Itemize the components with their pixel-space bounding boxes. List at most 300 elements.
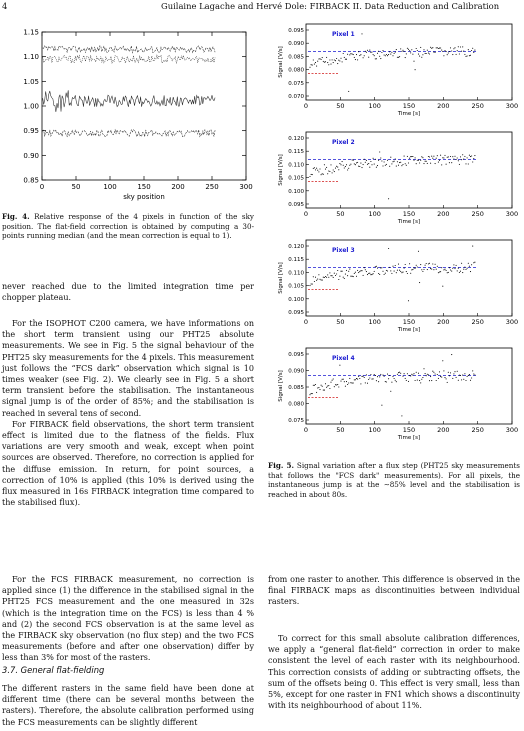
data-point <box>453 373 454 374</box>
data-point <box>377 268 378 269</box>
data-point <box>374 374 375 375</box>
data-point <box>444 269 445 270</box>
data-point <box>391 273 392 274</box>
data-point <box>406 380 407 381</box>
data-point <box>313 276 314 277</box>
data-point <box>381 267 382 268</box>
data-point <box>415 380 416 381</box>
y-tick-label: 0.090 <box>288 41 304 48</box>
data-point <box>359 55 360 56</box>
data-point <box>368 57 369 58</box>
y-tick-label: 0.110 <box>288 162 304 169</box>
plot-frame <box>42 32 246 180</box>
left-paragraph-2: For the ISOPHOT C200 camera, we have informations on the short term transient using our PHT25 absolute measurements. We see in Fig. 5 the signal behaviour of the PHT25 sky measurements for the 4 pixels. This measurement just follows the “FCS dark” observation which signal is 10 times weaker (see Fig. 2). We clearly see in Fig. 5 a short term transient before the stabilisation. The instantaneous signal jump is of the order of 85%; and the stabilisation is reached in several tens of second. <box>2 319 254 418</box>
data-point <box>420 160 421 161</box>
left-paragraph-1: never reached due to the limited integration time per chopper plateau. <box>2 282 254 303</box>
data-point <box>387 160 388 161</box>
y-tick-label: 0.095 <box>288 202 304 208</box>
data-point <box>463 159 464 160</box>
data-point <box>459 164 460 165</box>
data-point <box>330 382 331 383</box>
data-point <box>348 382 349 383</box>
figure-4-caption <box>2 212 254 241</box>
data-point <box>358 51 359 52</box>
data-point <box>423 49 424 50</box>
y-tick-label: 0.90 <box>23 151 39 160</box>
data-point <box>373 273 374 274</box>
x-tick-label: 50 <box>336 102 345 110</box>
data-point <box>436 158 437 159</box>
data-point <box>397 57 398 58</box>
data-point <box>431 380 432 381</box>
data-point <box>328 385 329 386</box>
data-point <box>367 50 368 51</box>
data-point <box>405 264 406 265</box>
data-point <box>324 390 325 391</box>
data-point <box>327 274 328 275</box>
data-point <box>368 379 369 380</box>
data-point <box>451 271 452 272</box>
data-point <box>334 386 335 387</box>
data-point <box>352 383 353 384</box>
data-point <box>338 386 339 387</box>
data-point <box>416 372 417 373</box>
data-point <box>396 166 397 167</box>
data-point <box>473 158 474 159</box>
data-point <box>412 375 413 376</box>
data-point <box>442 157 443 158</box>
data-point <box>470 380 471 381</box>
panel-label: Pixel 1 <box>332 31 355 38</box>
x-tick-label: 150 <box>402 318 416 326</box>
data-point <box>411 269 412 270</box>
data-point <box>345 386 346 387</box>
data-point <box>379 56 380 57</box>
data-point <box>350 276 351 277</box>
data-point <box>380 157 381 158</box>
data-point <box>371 164 372 165</box>
data-point <box>324 164 325 165</box>
data-point <box>408 49 409 50</box>
data-point <box>366 160 367 161</box>
data-point <box>426 263 427 264</box>
y-tick-label: 1.05 <box>23 77 39 86</box>
left-column-top <box>2 281 254 303</box>
data-point <box>389 267 390 268</box>
data-point <box>418 54 419 55</box>
data-point <box>428 263 429 264</box>
data-point <box>404 268 405 269</box>
data-point <box>422 157 423 158</box>
data-point <box>427 50 428 51</box>
data-point <box>309 394 310 395</box>
data-point <box>325 276 326 277</box>
right-column-bottom <box>268 633 520 711</box>
y-tick-label: 0.120 <box>288 244 304 250</box>
data-point <box>408 300 409 301</box>
data-point <box>316 392 317 393</box>
panel-label: Pixel 3 <box>332 247 355 254</box>
data-point <box>375 375 376 376</box>
x-tick-label: 0 <box>303 426 309 434</box>
data-point <box>375 159 376 160</box>
data-point <box>369 167 370 168</box>
data-point <box>316 280 317 281</box>
data-point <box>430 163 431 164</box>
data-point <box>451 354 452 355</box>
data-point <box>467 157 468 158</box>
data-point <box>384 161 385 162</box>
data-point <box>346 164 347 165</box>
data-point <box>402 272 403 273</box>
data-point <box>311 283 312 284</box>
data-point <box>395 52 396 53</box>
data-point <box>440 47 441 48</box>
data-point <box>357 379 358 380</box>
data-point <box>429 263 430 264</box>
x-tick-label: 300 <box>505 210 519 218</box>
data-point <box>349 165 350 166</box>
data-point <box>468 49 469 50</box>
data-point <box>348 91 349 92</box>
data-point <box>467 55 468 56</box>
data-point <box>384 274 385 275</box>
data-point <box>325 383 326 384</box>
data-point <box>469 266 470 267</box>
data-point <box>463 269 464 270</box>
figure-5-caption <box>268 461 520 499</box>
data-point <box>438 272 439 273</box>
data-point <box>391 52 392 53</box>
data-point <box>453 264 454 265</box>
data-point <box>413 373 414 374</box>
data-point <box>392 161 393 162</box>
data-point <box>473 373 474 374</box>
data-point <box>325 61 326 62</box>
data-point <box>417 160 418 161</box>
data-point <box>359 166 360 167</box>
y-tick-label: 0.95 <box>23 127 39 136</box>
data-point <box>394 161 395 162</box>
data-point <box>453 158 454 159</box>
data-point <box>430 47 431 48</box>
data-point <box>335 168 336 169</box>
data-point <box>333 169 334 170</box>
x-tick-label: 0 <box>303 318 309 326</box>
data-point <box>381 52 382 53</box>
data-point <box>354 273 355 274</box>
data-point <box>409 50 410 51</box>
data-point <box>397 270 398 271</box>
data-point <box>432 263 433 264</box>
data-point <box>462 272 463 273</box>
data-point <box>327 173 328 174</box>
data-point <box>400 48 401 49</box>
data-point <box>340 381 341 382</box>
data-point <box>354 379 355 380</box>
data-point <box>389 375 390 376</box>
y-tick-label: 0.075 <box>288 418 304 424</box>
x-tick-label: 0 <box>39 183 45 191</box>
data-point <box>330 275 331 276</box>
data-point <box>427 374 428 375</box>
data-point <box>465 163 466 164</box>
data-point <box>317 279 318 280</box>
section-title: 3.7. General flat-fielding <box>2 665 105 675</box>
data-point <box>469 374 470 375</box>
data-point <box>446 378 447 379</box>
data-point <box>446 51 447 52</box>
data-point <box>358 166 359 167</box>
data-point <box>353 54 354 55</box>
x-tick-label: 200 <box>437 318 450 326</box>
data-point <box>452 156 453 157</box>
data-point <box>439 271 440 272</box>
data-point <box>382 271 383 272</box>
data-point <box>421 156 422 157</box>
pixel-series-2 <box>43 55 215 63</box>
data-point <box>474 155 475 156</box>
data-point <box>441 50 442 51</box>
data-point <box>449 267 450 268</box>
data-point <box>312 174 313 175</box>
data-point <box>444 50 445 51</box>
data-point <box>363 164 364 165</box>
data-point <box>404 156 405 157</box>
data-point <box>437 374 438 375</box>
data-point <box>385 165 386 166</box>
data-point <box>332 380 333 381</box>
x-tick-label: 100 <box>368 210 381 218</box>
data-point <box>336 273 337 274</box>
data-point <box>421 269 422 270</box>
data-point <box>325 169 326 170</box>
data-point <box>450 156 451 157</box>
figure-4-caption-text: Relative response of the 4 pixels in function of the sky position. The flat-field correction is obtained by computing a 30-points running median (and the mean correction is equal to 1). <box>2 212 254 241</box>
data-point <box>377 376 378 377</box>
data-point <box>309 67 310 68</box>
data-point <box>354 163 355 164</box>
x-tick-label: 200 <box>437 102 450 110</box>
data-point <box>451 50 452 51</box>
data-point <box>379 274 380 275</box>
data-point <box>382 375 383 376</box>
data-point <box>338 60 339 61</box>
data-point <box>352 53 353 54</box>
data-point <box>363 57 364 58</box>
data-point <box>447 382 448 383</box>
y-tick-label: 0.85 <box>23 176 39 185</box>
data-point <box>438 48 439 49</box>
data-point <box>422 54 423 55</box>
y-tick-label: 0.090 <box>288 368 304 375</box>
data-point <box>346 59 347 60</box>
y-tick-label: 1.15 <box>23 28 39 37</box>
data-point <box>452 268 453 269</box>
data-point <box>379 151 380 152</box>
data-point <box>337 63 338 64</box>
data-point <box>343 165 344 166</box>
data-point <box>364 377 365 378</box>
data-point <box>357 162 358 163</box>
data-point <box>421 379 422 380</box>
data-point <box>407 373 408 374</box>
data-point <box>405 378 406 379</box>
data-point <box>468 263 469 264</box>
data-point <box>399 270 400 271</box>
data-point <box>334 273 335 274</box>
y-axis-label: Signal [V/s] <box>278 370 284 402</box>
data-point <box>370 274 371 275</box>
data-point <box>321 174 322 175</box>
data-point <box>319 279 320 280</box>
data-point <box>391 382 392 383</box>
data-point <box>422 377 423 378</box>
right-paragraph-1: from one raster to another. This difference is observed in the final FIRBACK maps as discontinuities between individual rasters. <box>268 575 520 607</box>
x-tick-label: 100 <box>103 183 117 191</box>
data-point <box>439 371 440 372</box>
data-point <box>457 371 458 372</box>
data-point <box>450 269 451 270</box>
data-point <box>366 374 367 375</box>
data-point <box>428 156 429 157</box>
data-point <box>457 157 458 158</box>
pixel-panel-4 <box>278 348 518 441</box>
data-point <box>349 269 350 270</box>
data-point <box>450 372 451 373</box>
data-point <box>382 50 383 51</box>
data-point <box>312 393 313 394</box>
data-point <box>412 54 413 55</box>
data-point <box>436 269 437 270</box>
data-point <box>409 158 410 159</box>
data-point <box>417 266 418 267</box>
figure-4-chart <box>0 28 262 206</box>
data-point <box>371 379 372 380</box>
data-point <box>376 380 377 381</box>
data-point <box>443 157 444 158</box>
data-point <box>314 281 315 282</box>
data-point <box>392 55 393 56</box>
data-point <box>355 59 356 60</box>
data-point <box>467 268 468 269</box>
left-paragraph-3: For FIRBACK field observations, the short term transient effect is limited due to the flatness of the fields. Flux variations are very smooth and weak, except when point sources are observed. Therefore, no correction is applied for the diffuse emission. In return, for point sources, a correction of 10% is applied (this 10% is derived using the flux measured in 16s FIRBACK integration time compared to the stabilised flux). <box>2 419 254 508</box>
data-point <box>317 170 318 171</box>
data-point <box>376 58 377 59</box>
data-point <box>345 166 346 167</box>
data-point <box>461 263 462 264</box>
x-tick-label: 0 <box>303 102 309 110</box>
data-point <box>402 164 403 165</box>
data-point <box>418 373 419 374</box>
data-point <box>417 380 418 381</box>
data-point <box>461 379 462 380</box>
data-point <box>456 265 457 266</box>
data-point <box>442 286 443 287</box>
data-point <box>405 163 406 164</box>
data-point <box>425 53 426 54</box>
data-point <box>392 266 393 267</box>
data-point <box>435 264 436 265</box>
data-point <box>343 277 344 278</box>
x-tick-label: 300 <box>239 183 253 191</box>
data-point <box>327 62 328 63</box>
data-point <box>378 381 379 382</box>
data-point <box>315 169 316 170</box>
data-point <box>380 58 381 59</box>
y-tick-label: 0.105 <box>288 283 304 290</box>
data-point <box>452 378 453 379</box>
data-point <box>361 167 362 168</box>
data-point <box>354 57 355 58</box>
figure-5-caption-text: Signal variation after a flux step (PHT25 sky measurements that follows the "FCS dark" measurements). For all pixels, the instantaneous jump is at the ∼85% level and the stabilisation is reached in about 80s. <box>268 461 520 499</box>
data-point <box>460 46 461 47</box>
data-point <box>379 376 380 377</box>
data-point <box>442 51 443 52</box>
x-axis-label: Time [s] <box>397 111 421 117</box>
data-point <box>398 372 399 373</box>
y-tick-label: 1.10 <box>23 53 39 62</box>
x-tick-label: 200 <box>171 183 185 191</box>
data-point <box>339 365 340 366</box>
data-point <box>443 269 444 270</box>
data-point <box>407 48 408 49</box>
data-point <box>451 162 452 163</box>
x-axis-label: Time [s] <box>397 219 421 225</box>
data-point <box>312 284 313 285</box>
data-point <box>404 373 405 374</box>
page-number: 4 <box>2 1 8 11</box>
data-point <box>443 55 444 56</box>
y-tick-label: 0.095 <box>288 28 304 34</box>
data-point <box>360 163 361 164</box>
data-point <box>353 160 354 161</box>
data-point <box>408 381 409 382</box>
data-point <box>378 160 379 161</box>
data-point <box>409 263 410 264</box>
data-point <box>386 270 387 271</box>
data-point <box>463 50 464 51</box>
data-point <box>344 381 345 382</box>
data-point <box>400 373 401 374</box>
data-point <box>431 48 432 49</box>
data-point <box>441 377 442 378</box>
running-header <box>0 0 524 12</box>
data-point <box>448 52 449 53</box>
data-point <box>460 271 461 272</box>
data-point <box>336 58 337 59</box>
data-point <box>410 156 411 157</box>
y-tick-label: 1.00 <box>23 102 39 111</box>
x-tick-label: 250 <box>471 426 484 434</box>
data-point <box>405 57 406 58</box>
data-point <box>422 271 423 272</box>
data-point <box>406 165 407 166</box>
y-tick-label: 0.085 <box>288 385 304 391</box>
data-point <box>407 156 408 157</box>
data-point <box>353 382 354 383</box>
data-point <box>342 61 343 62</box>
data-point <box>314 385 315 386</box>
data-point <box>395 265 396 266</box>
data-point <box>464 54 465 55</box>
data-point <box>348 271 349 272</box>
data-point <box>340 58 341 59</box>
data-point <box>412 269 413 270</box>
data-point <box>447 272 448 273</box>
data-point <box>431 156 432 157</box>
data-point <box>416 265 417 266</box>
